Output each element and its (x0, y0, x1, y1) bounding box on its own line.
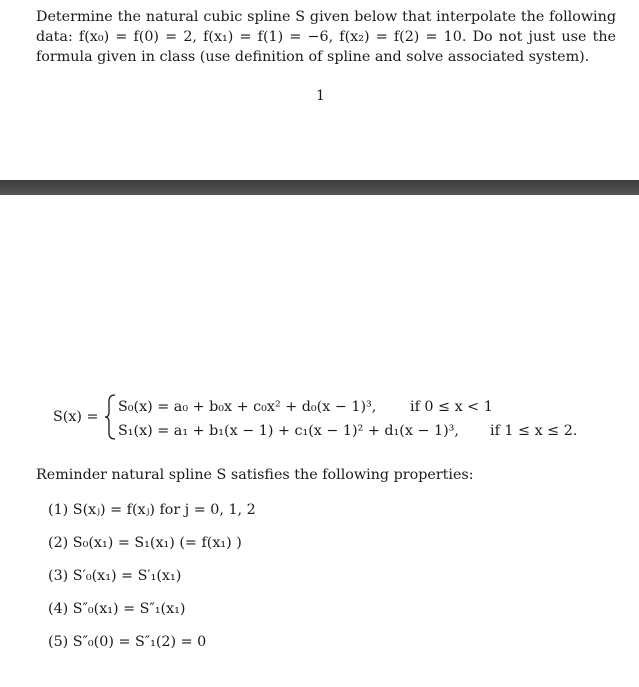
property-item-1: (1) S(xⱼ) = f(xⱼ) for j = 0, 1, 2 (48, 502, 256, 518)
spline-lhs: S(x) = (53, 409, 99, 425)
property-item-2: (2) S₀(x₁) = S₁(x₁) (= f(x₁) ) (48, 535, 242, 551)
reminder-text: Reminder natural spline S satisfies the following properties: (36, 467, 474, 483)
spline-piece-0: S₀(x) = a₀ + b₀x + c₀x² + d₀(x − 1)³, (118, 399, 377, 415)
property-item-3: (3) S′₀(x₁) = S′₁(x₁) (48, 568, 182, 584)
spline-condition-0: if 0 ≤ x < 1 (410, 399, 493, 415)
spline-condition-1: if 1 ≤ x ≤ 2. (490, 423, 578, 439)
left-brace-icon (104, 394, 116, 440)
spline-definition (0, 385, 639, 465)
property-item-5: (5) S″₀(0) = S″₁(2) = 0 (48, 634, 207, 650)
problem-statement: Determine the natural cubic spline S given below that interpolate the following data: f(x₀) = f(0) = 2, f(x₁) = f(1) = −6, f(x₂) = f(2) = 10. Do not just use the formula given in class (use definition of spline and solve associated system). (36, 9, 616, 65)
property-list (48, 500, 256, 665)
page-number: 1 (316, 88, 325, 104)
property-item-4: (4) S″₀(x₁) = S″₁(x₁) (48, 601, 186, 617)
page-one (0, 0, 639, 180)
spline-piece-1: S₁(x) = a₁ + b₁(x − 1) + c₁(x − 1)² + d₁(x − 1)³, (118, 423, 459, 439)
page-separator (0, 180, 639, 195)
